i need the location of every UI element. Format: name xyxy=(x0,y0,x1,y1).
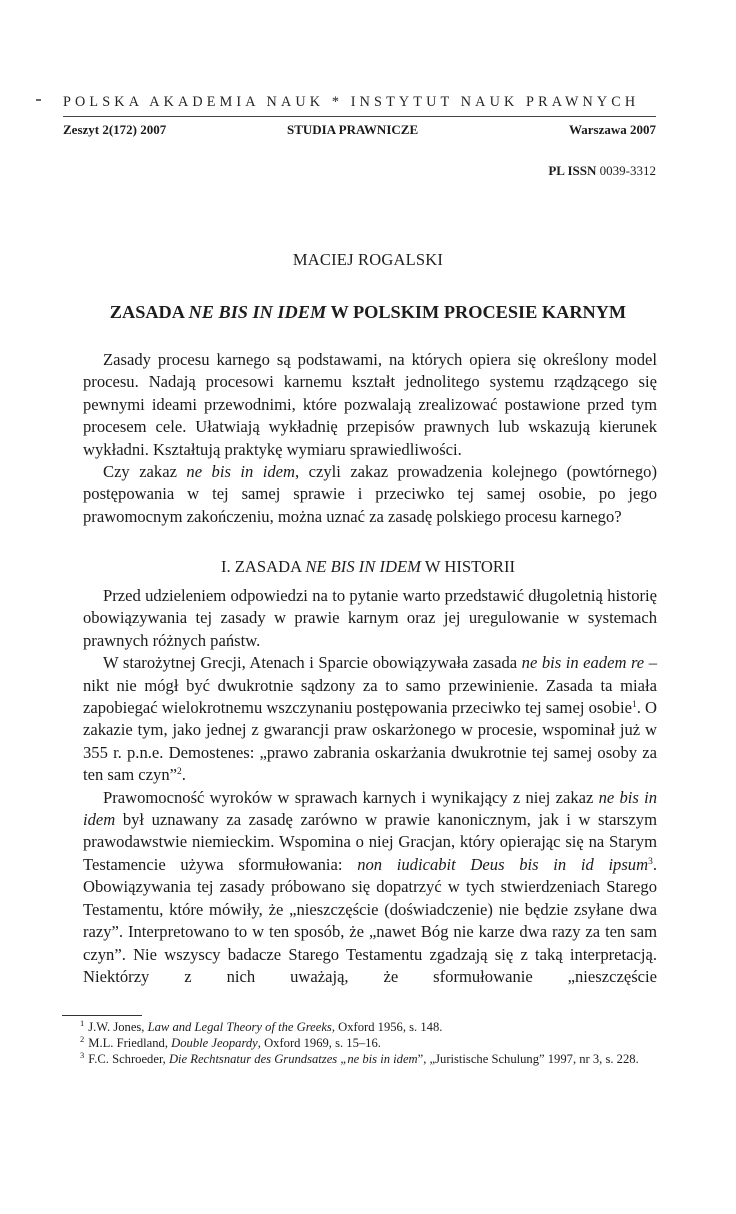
footnote-rule xyxy=(62,1015,142,1016)
header-rule xyxy=(63,116,656,117)
issn xyxy=(548,163,656,179)
paragraph: Czy zakaz ne bis in idem, czyli zakaz prowadzenia kolejnego (powtórnego) postępowania w tej samej sprawie i przeciwko tej samej osobie, po jego prawomocnym zakończeniu, można uznać za zasadę polskiego procesu karnego? xyxy=(83,462,657,526)
footnote: $^3$ F.C. Schroeder, Die Rechtsnatur des Grundsatzes „ne bis in idem”, „Juristische Schulung” 1997, nr 3, s. 228. xyxy=(80,1050,639,1067)
issue-number: Zeszyt 2(172) 2007 xyxy=(63,122,167,137)
section-text xyxy=(83,585,657,988)
paragraph: Prawomocność wyroków w sprawach karnych i wynikający z niej zakaz ne bis in idem był uznawany za zasadę zarówno w prawie kanonicznym, jak i w starszym prawodawstwie niemieckim. Wspomina o niej Gracjan, który opierając się na Starym Testamencie używa sformułowania: non iudicabit Deus bis in id ipsum$^3$. Obowiązywania tej zasady próbowano się dopatrzyć w tych stwierdzeniach Starego Testamentu, które mówiły, że „nieszczęście (doświadczenie) nie będzie zsyłane dwa razy”. Interpretowano to w ten sposób, że „nawet Bóg nie karze dwa razy za ten sam czyn”. Nie wszyscy badacze Starego Testamentu zgadzają się z taką interpretacją. Niektórzy z nich uważają, że sformułowanie „nieszczęście xyxy=(83,787,657,986)
footnote: $^1$ J.W. Jones, Law and Legal Theory of the Greeks, Oxford 1956, s. 148. xyxy=(80,1018,443,1034)
issn-number: 0039-3312 xyxy=(599,163,656,178)
title-part: W POLSKIM PROCESIE KARNYM xyxy=(326,302,627,322)
issn-label: PL ISSN xyxy=(548,163,597,178)
title-italic: NE BIS IN IDEM xyxy=(188,302,327,322)
footnotes xyxy=(62,1019,658,1068)
paragraph: Przed udzieleniem odpowiedzi na to pytanie warto przedstawić długoletnią historię obowiązywania tej zasady w prawie karnym oraz jej uregulowanie w systemach prawnych różnych państw. xyxy=(83,586,657,650)
scan-mark xyxy=(36,99,41,101)
footnote-ref: 3 xyxy=(648,856,653,867)
intro-text xyxy=(83,349,657,528)
footnote-ref: 2 xyxy=(177,767,182,778)
section-heading: I. ZASADA NE BIS IN IDEM W HISTORII xyxy=(220,557,516,576)
institution-header: POLSKA AKADEMIA NAUK * INSTYTUT NAUK PRAWNYCH xyxy=(63,94,640,110)
author-name: MACIEJ ROGALSKI xyxy=(292,250,444,269)
title-part: ZASADA xyxy=(109,302,189,322)
journal-name: STUDIA PRAWNICZE xyxy=(287,122,419,137)
footnote: $^2$ M.L. Friedland, Double Jeopardy, Oxford 1969, s. 15–16. xyxy=(80,1034,381,1051)
paragraph: Zasady procesu karnego są podstawami, na których opiera się określony model procesu. Nadają procesowi karnemu kształt jednolitego systemu rządzącego się pewnymi ideami przewodnimi, które pozwalają zrealizować postawione przed tym procesem cele. Ułatwiają wykładnię przepisów prawnych lub wskazują kierunek wykładni. Kształtują praktykę wymiaru sprawiedliwości. xyxy=(83,350,657,459)
paragraph: W starożytnej Grecji, Atenach i Sparcie obowiązywała zasada ne bis in eadem re – nikt nie mógł być dwukrotnie sądzony za to samo przewinienie. Zasada ta miała zapobiegać wielokrotnemu wszczynaniu postępowania przeciwko tej samej osobie$^1$. O zakazie tym, jako jednej z gwarancji praw oskarżonego w procesie, wspominał już w 355 r. p.n.e. Demostenes: „prawo zabrania oskarżania dwukrotnie tej samej osoby za ten sam czyn”$^2$. xyxy=(83,653,657,785)
place-year: Warszawa 2007 xyxy=(568,122,656,137)
article-title xyxy=(0,302,736,323)
footnote-ref: 1 xyxy=(631,700,637,711)
